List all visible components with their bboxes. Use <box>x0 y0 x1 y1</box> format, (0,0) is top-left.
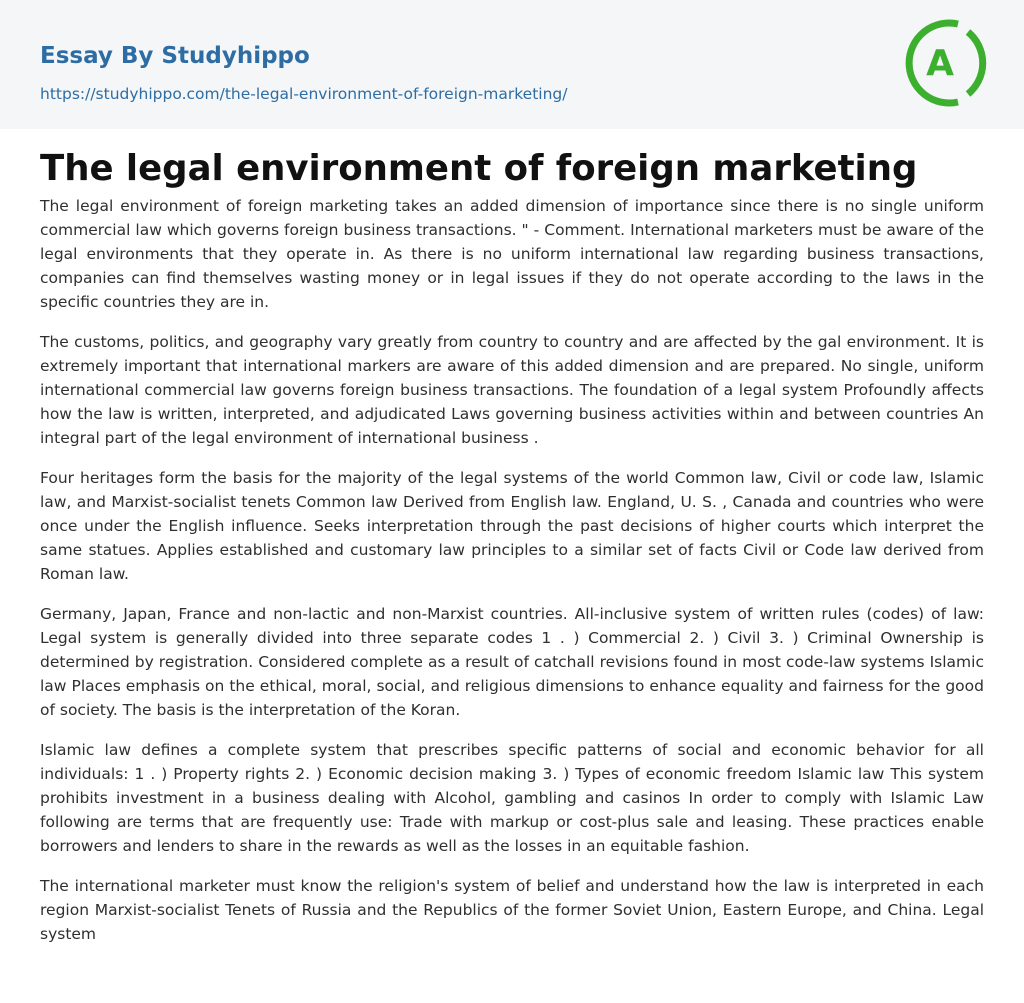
article-body <box>40 194 984 962</box>
article-paragraph: Germany, Japan, France and non-lactic and non-Marxist countries. All-inclusive system of written rules (codes) of law: Legal system is generally divided into three separate codes 1 . ) Commercial 2. ) Civil 3. ) Criminal Ownership is determined by registration. Considered complete as a result of catchall revisions found in most code-law systems Islamic law Places emphasis on the ethical, moral, social, and religious dimensions to enhance equality and fairness for the good of society. The basis is the interpretation of the Koran. <box>40 605 984 719</box>
site-header <box>0 0 1024 129</box>
studyhippo-logo-icon[interactable] <box>896 18 988 108</box>
article-paragraph: The legal environment of foreign marketing takes an added dimension of importance since there is no single uniform commercial law which governs foreign business transactions. " - Comment. International marketers must be aware of the legal environments that they operate in. As there is no uniform international law regarding business transactions, companies can find themselves wasting money or in legal issues if they do not operate according to the laws in the specific countries they are in. <box>40 197 984 311</box>
page-title: The legal environment of foreign marketing <box>40 148 918 189</box>
essay-url-link[interactable]: https://studyhippo.com/the-legal-environment-of-foreign-marketing/ <box>40 85 568 103</box>
article-paragraph: The international marketer must know the religion's system of belief and understand how the law is interpreted in each region Marxist-socialist Tenets of Russia and the Republics of the former Soviet Union, Eastern Europe, and China. Legal system <box>40 877 984 943</box>
article-paragraph: Four heritages form the basis for the majority of the legal systems of the world Common law, Civil or code law, Islamic law, and Marxist-socialist tenets Common law Derived from English law. England, U. S. , Canada and countries who were once under the English influence. Seeks interpretation through the past decisions of higher courts which interpret the same statues. Applies established and customary law principles to a similar set of facts Civil or Code law derived from Roman law. <box>40 469 984 583</box>
brand-title: Essay By Studyhippo <box>40 43 310 69</box>
article-paragraph: The customs, politics, and geography vary greatly from country to country and are affected by the gal environment. It is extremely important that international markers are aware of this added dimension and are prepared. No single, uniform international commercial law governs foreign business transactions. The foundation of a legal system Profoundly affects how the law is written, interpreted, and adjudicated Laws governing business activities within and between countries An integral part of the legal environment of international business . <box>40 333 984 447</box>
article-paragraph: Islamic law defines a complete system that prescribes specific patterns of social and economic behavior for all individuals: 1 . ) Property rights 2. ) Economic decision making 3. ) Types of economic freedom Islamic law This system prohibits investment in a business dealing with Alcohol, gambling and casinos In order to comply with Islamic Law following are terms that are frequently use: Trade with markup or cost-plus sale and leasing. These practices enable borrowers and lenders to share in the rewards as well as the losses in an equitable fashion. <box>40 741 984 855</box>
logo-letter: A <box>926 43 954 84</box>
